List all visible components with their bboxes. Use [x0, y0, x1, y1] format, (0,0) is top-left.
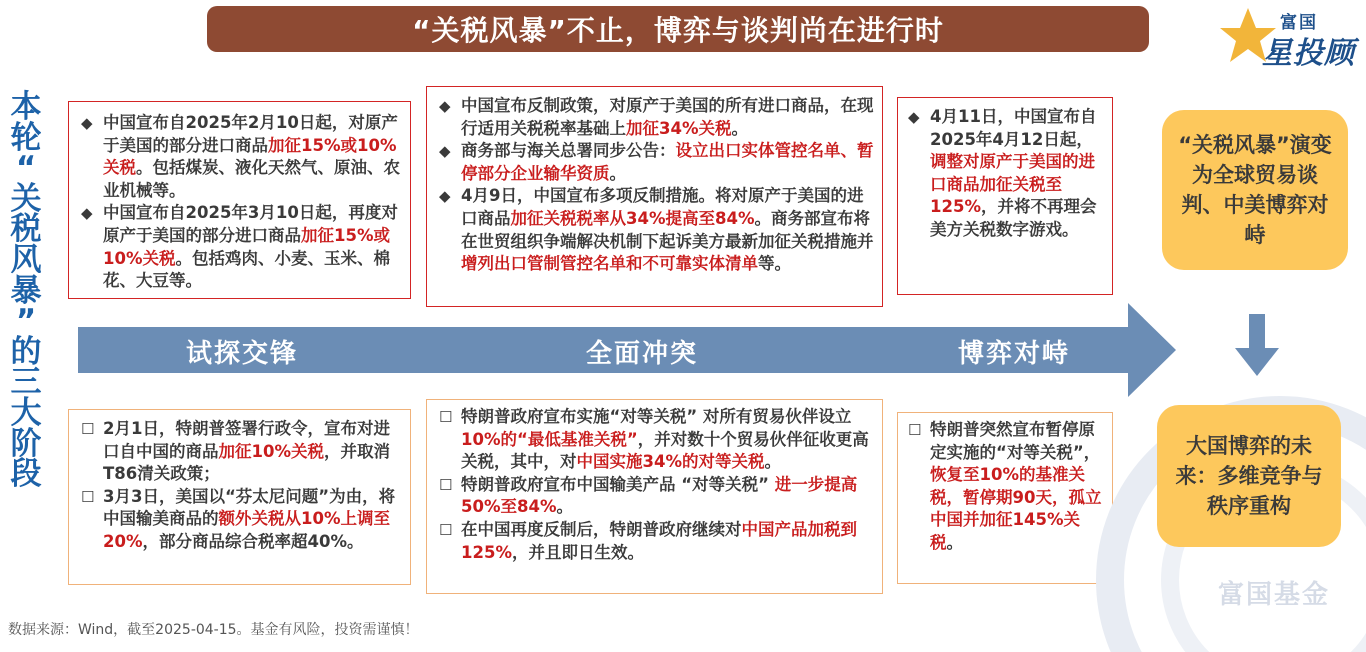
highlight-text: 设立出口实体管控名单、暂停部分企业输华资质 [461, 141, 874, 183]
page-title: “关税风暴”不止，博弈与谈判尚在进行时 [412, 14, 944, 47]
list-item [77, 418, 402, 486]
stage-label-3: 博弈对峙 [958, 339, 1071, 369]
brand-logo [1218, 4, 1358, 71]
us-actions-stage1 [68, 409, 411, 585]
body-text: 中国宣布反制政策，对原产于美国的所有进口商品，在现行适用关税税率基础上 [461, 96, 874, 138]
square-bullet-icon: ☐ [439, 408, 453, 426]
highlight-text: 进一步提高50%至84% [461, 474, 858, 517]
down-arrow-icon [1233, 314, 1281, 378]
body-text: 特朗普政府宣布中国输美产品 “对等关税” [461, 474, 775, 494]
body-text: 。 [946, 532, 963, 552]
square-bullet-icon: ☐ [81, 420, 95, 438]
highlight-text: 中国实施34%的对等关税 [576, 452, 765, 472]
diamond-bullet-icon: ◆ [439, 97, 451, 115]
side-title-char: ” [15, 303, 37, 340]
side-title-char: 的 [10, 333, 42, 370]
side-title-char: 关 [10, 180, 42, 217]
diamond-bullet-icon: ◆ [81, 114, 93, 132]
list-item [435, 519, 874, 564]
diamond-bullet-icon: ◆ [908, 108, 920, 126]
body-text: 。商务部宣布将在世贸组织争端解决机制下起诉美方最新加征关税措施并 [461, 208, 874, 251]
list-item [435, 185, 874, 275]
outcome-bubble-bottom [1157, 405, 1341, 547]
china-actions-stage2 [426, 86, 883, 307]
watermark-text: 富国基金 [1218, 580, 1331, 610]
body-text: 2月1日，特朗普签署行政令，宣布对进口自中国的商品 [103, 419, 390, 461]
body-text: 。包括鸡肉、小麦、玉米、棉花、大豆等。 [103, 248, 390, 291]
us-actions-stage2 [426, 399, 883, 594]
body-text: 。包括煤炭、液化天然气、原油、农业机械等。 [103, 158, 400, 200]
outcome-text-top: “关税风暴”演变为全球贸易谈判、中美博弈对峙 [1178, 133, 1332, 247]
list-item [77, 112, 402, 202]
side-title-char: 大 [10, 394, 42, 431]
side-title-char: 本 [10, 89, 42, 125]
square-bullet-icon: ☐ [81, 487, 95, 506]
logo-text-bottom: 星投顾 [1262, 36, 1355, 71]
body-text: 在中国再度反制后，特朗普政府继续对 [461, 519, 742, 539]
highlight-text: 加征15%或10%关税 [103, 135, 397, 178]
body-text: 。 [764, 452, 781, 472]
highlight-text: 加征34%关税 [626, 118, 732, 138]
body-text: 特朗普政府宣布实施“对等关税” 对所有贸易伙伴设立 [461, 407, 852, 426]
body-text: 。 [731, 118, 748, 138]
square-bullet-icon: ☐ [439, 475, 453, 494]
body-text: ，并取消T86清关政策； [103, 441, 390, 484]
body-text: 商务部与海关总署同步公告： [461, 141, 676, 161]
side-title-char: “ [15, 150, 37, 187]
china-actions-stage3 [897, 97, 1113, 295]
china-actions-stage1 [68, 101, 411, 299]
highlight-text: 额外关税从10%上调至20% [103, 509, 390, 551]
list-item [435, 140, 874, 185]
list-item [435, 474, 874, 519]
body-text: 等。 [758, 254, 791, 274]
highlight-text: 10%的“最低基准关税” [461, 429, 638, 449]
highlight-text: 中国产品加税到125% [461, 519, 857, 562]
list-item [435, 95, 874, 140]
source-footnote: 数据来源：Wind，截至2025-04-15。基金有风险，投资需谨慎！ [8, 622, 419, 638]
list-item [77, 202, 402, 292]
body-text: 中国宣布自2025年2月10日起，对原产于美国的部分进口商品 [103, 113, 398, 155]
highlight-text: 加征10%关税 [218, 441, 324, 461]
body-text: 。 [556, 497, 573, 517]
body-text: 4月11日，中国宣布自2025年4月12日起， [930, 107, 1097, 149]
side-title-char: 风 [10, 241, 42, 278]
highlight-text: 恢复至10%的基准关税，暂停期90天，孤立中国并加征145%关税 [930, 465, 1102, 552]
body-text: 特朗普突然宣布暂停原定实施的“对等关税”， [930, 420, 1101, 462]
body-text: 中国宣布自2025年3月10日起，再度对原产于美国的部分进口商品 [103, 203, 398, 245]
body-text: 。 [609, 163, 626, 183]
square-bullet-icon: ☐ [439, 520, 453, 539]
side-title-char: 轮 [10, 119, 42, 156]
list-item [435, 406, 874, 474]
logo-text-top: 富国 [1280, 13, 1318, 33]
side-title-char: 税 [10, 211, 42, 248]
diamond-bullet-icon: ◆ [439, 142, 451, 161]
side-title-char: 三 [10, 364, 42, 401]
highlight-text: 调整对原产于美国的进口商品加征关税至125% [930, 152, 1095, 217]
highlight-text: 加征15%或10%关税 [103, 225, 390, 268]
side-title-char: 阶 [10, 425, 42, 462]
body-text: ，并将不再理会美方关税数字游戏。 [930, 197, 1097, 239]
body-text: 4月9日，中国宣布多项反制措施。将对原产于美国的进口商品 [461, 186, 864, 228]
side-title-char: 暴 [10, 272, 42, 309]
title-banner [207, 6, 1149, 52]
body-text: ，并对数十个贸易伙伴征收更高关税，其中，对 [461, 429, 869, 472]
side-title [6, 89, 46, 493]
body-text: ，部分商品综合税率超40%。 [142, 531, 364, 551]
outcome-text-bottom: 大国博弈的未来：多维竞争与秩序重构 [1175, 434, 1323, 518]
body-text: ，并且即日生效。 [511, 542, 644, 562]
list-item [904, 419, 1104, 555]
stage-label-2: 全面冲突 [586, 339, 699, 369]
stage-label-1: 试探交锋 [186, 339, 299, 369]
side-title-char: 段 [10, 456, 42, 493]
outcome-bubble-top [1162, 110, 1348, 270]
square-bullet-icon: ☐ [908, 421, 922, 439]
diamond-bullet-icon: ◆ [81, 204, 93, 223]
highlight-text: 增列出口管制管控名单和不可靠实体清单 [461, 254, 758, 274]
list-item [904, 106, 1104, 242]
highlight-text: 加征关税税率从34%提高至84% [510, 208, 755, 228]
body-text: 3月3日，美国以“芬太尼问题”为由，将中国输美商品的 [103, 486, 396, 529]
diamond-bullet-icon: ◆ [439, 187, 451, 206]
list-item [77, 486, 402, 554]
